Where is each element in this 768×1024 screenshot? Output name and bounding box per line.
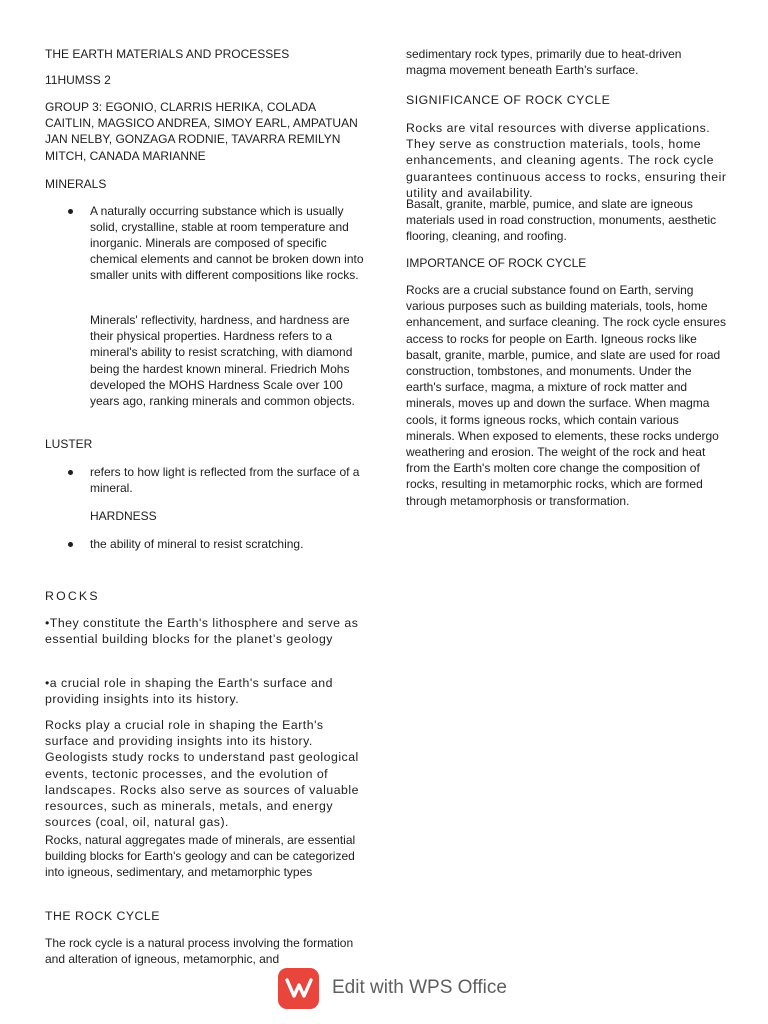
rocks-heading: ROCKS xyxy=(45,589,100,603)
minerals-properties: Minerals' reflectivity, hardness, and hardness are their physical properties. Hardness refers to a mineral's ability to resist scratching, with diamond being the hardest known mineral. Friedrich Mohs developed the MOHS Hardness Scale over 100 years ago, ranking minerals and common objects. xyxy=(90,313,355,409)
hardness-heading: HARDNESS xyxy=(90,509,157,523)
wps-watermark-text: Edit with WPS Office xyxy=(332,977,507,998)
rock-cycle-continued: sedimentary rock types, primarily due to heat-driven magma movement beneath Earth's surface. xyxy=(406,47,682,78)
importance-paragraph: Rocks are a crucial substance found on Earth, serving various purposes such as building materials, tools, home enhancement, and surface cleaning. The rock cycle ensures access to rocks for people on Earth. Igneous rocks like basalt, granite, marble, pumice, and slate are used for road construction, tombstones, and monuments. Under the earth's surface, magma, a mixture of rock matter and minerals, moves up and down the surface. When magma cools, it forms igneous rocks, which contain various minerals. When exposed to elements, these rocks undergo weathering and erosion. The weight of the rock and heat from the Earth's molten core change the composition of rocks, resulting in metamorphic rocks, which are formed through metamorphosis or transformation. xyxy=(406,283,726,508)
rocks-point-1: •They constitute the Earth's lithosphere and serve as essential building blocks for the planet’s geology xyxy=(45,616,359,647)
rocks-paragraph: Rocks play a crucial role in shaping the Earth's surface and providing insights into its history. Geologists study rocks to understand past geological events, tectonic processes, and the evolution of landscapes. Rocks also serve as sources of valuable resources, such as minerals, metals, and energy sources (coal, oil, natural gas). xyxy=(45,718,359,830)
rock-cycle-heading: THE ROCK CYCLE xyxy=(45,909,160,923)
hardness-definition: the ability of mineral to resist scratching. xyxy=(90,536,365,552)
importance-heading: IMPORTANCE OF ROCK CYCLE xyxy=(406,256,587,270)
document-title: THE EARTH MATERIALS AND PROCESSES xyxy=(45,47,290,61)
luster-definition: refers to how light is reflected from the surface of a mineral. xyxy=(90,464,365,496)
section-label: 11HUMSS 2 xyxy=(45,73,111,87)
rock-cycle-paragraph: The rock cycle is a natural process involving the formation and alteration of igneous, metamorphic, and xyxy=(45,936,354,967)
significance-paragraph: Rocks are vital resources with diverse applications. They serve as construction materials, tools, home enhancements, and cleaning agents. The rock cycle guarantees continuous access to rocks, ensuring their utility and availability. xyxy=(406,121,727,200)
wps-w-icon xyxy=(285,976,313,1000)
wps-watermark[interactable] xyxy=(278,966,528,1010)
minerals-definition: A naturally occurring substance which is usually solid, crystalline, stable at room temperature and inorganic. Minerals are composed of specific chemical elements and cannot be broken down into smaller units with different compositions like rocks. xyxy=(90,203,368,283)
significance-heading: SIGNIFICANCE OF ROCK CYCLE xyxy=(406,93,611,107)
minerals-heading: MINERALS xyxy=(45,177,107,191)
group-members: GROUP 3: EGONIO, CLARRIS HERIKA, COLADA CAITLIN, MAGSICO ANDREA, SIMOY EARL, AMPATUAN JAN NELBY, GONZAGA RODNIE, TAVARRA REMILYN MITCH, CANADA MARIANNE xyxy=(45,100,358,163)
wps-logo-icon xyxy=(278,968,319,1009)
luster-heading: LUSTER xyxy=(45,437,93,451)
significance-igneous-uses: Basalt, granite, marble, pumice, and slate are igneous materials used in road construction, monuments, aesthetic flooring, cleaning, and roofing. xyxy=(406,197,717,244)
rocks-categories: Rocks, natural aggregates made of minerals, are essential building blocks for Earth's geology and can be categorized into igneous, sedimentary, and metamorphic types xyxy=(45,833,356,880)
rocks-point-2: •a crucial role in shaping the Earth's surface and providing insights into its history. xyxy=(45,676,333,707)
